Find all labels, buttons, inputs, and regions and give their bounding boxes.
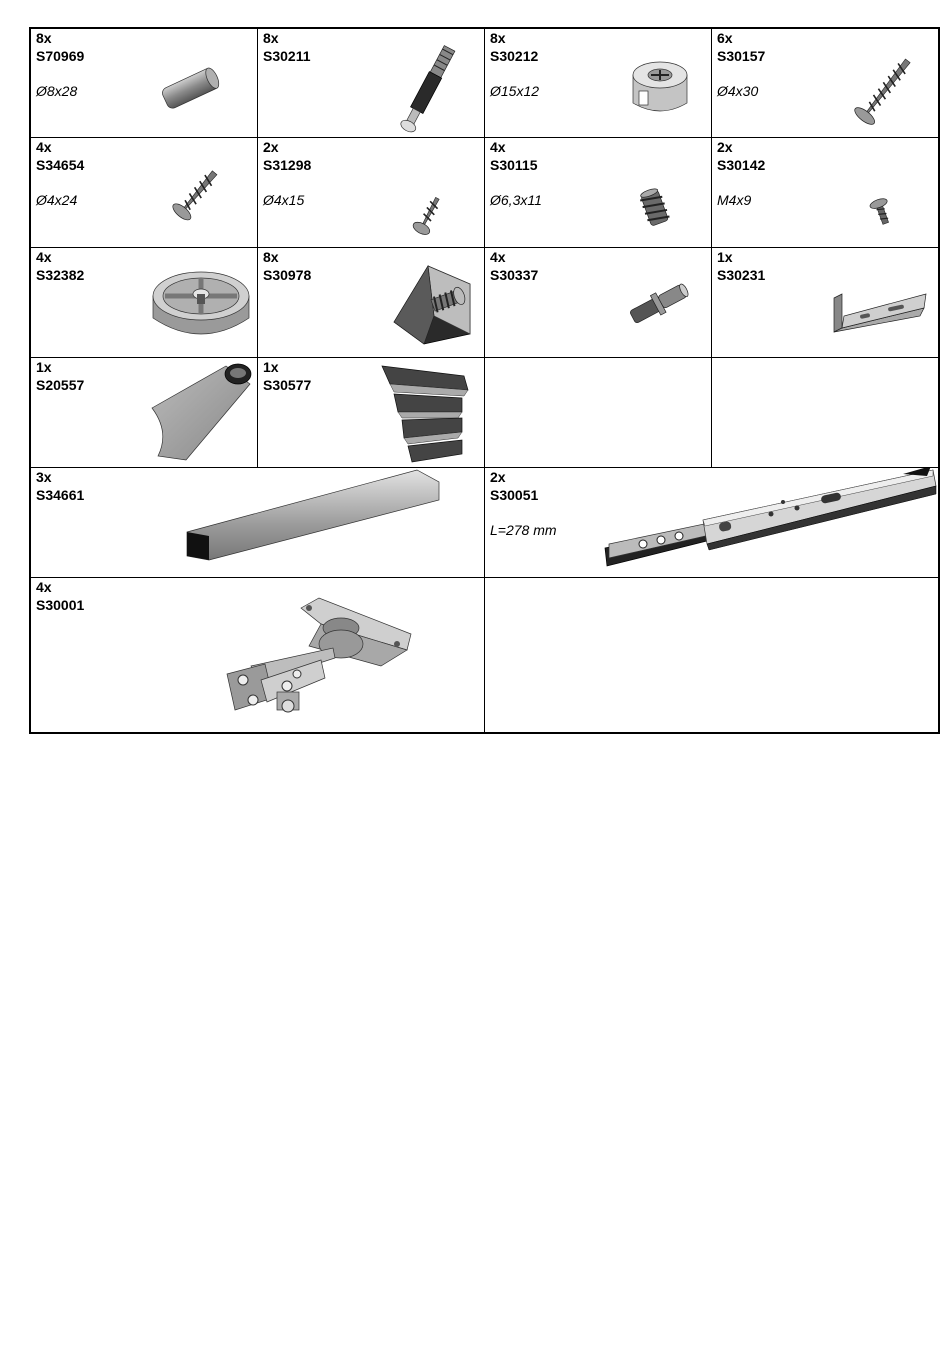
- part-code: S30231: [717, 267, 766, 283]
- part-code: S30157: [717, 48, 766, 64]
- part-cell-S30231: [712, 248, 940, 358]
- part-cell-S30337: [485, 248, 712, 358]
- part-quantity: 8x: [36, 30, 52, 46]
- hinge-icon: [221, 594, 421, 724]
- furniture-foot-icon: [147, 260, 255, 350]
- handle-profile-icon: [181, 468, 443, 564]
- part-quantity: 3x: [36, 469, 52, 485]
- part-cell-S30212: [485, 29, 712, 138]
- part-dimension: Ø4x15: [263, 192, 305, 208]
- part-quantity: 8x: [490, 30, 506, 46]
- part-cell-S34661: [31, 468, 485, 578]
- part-dimension: Ø4x30: [717, 83, 759, 99]
- part-cell-S70969: [31, 29, 258, 138]
- cable-grommet-icon: [146, 360, 256, 464]
- part-dimension: L=278 mm: [490, 522, 557, 538]
- part-code: S32382: [36, 267, 85, 283]
- part-code: S30211: [263, 48, 311, 64]
- part-quantity: 4x: [490, 249, 506, 265]
- wood-screw-long-icon: [850, 47, 920, 133]
- part-quantity: 4x: [36, 579, 52, 595]
- empty-cell: [485, 358, 712, 468]
- part-code: S30115: [490, 157, 538, 173]
- part-quantity: 2x: [263, 139, 279, 155]
- part-code: S30337: [490, 267, 539, 283]
- angle-bracket-icon: [830, 288, 930, 344]
- part-quantity: 1x: [36, 359, 52, 375]
- wood-screw-medium-icon: [166, 162, 226, 228]
- part-code: S30142: [717, 157, 766, 173]
- part-code: S30577: [263, 377, 312, 393]
- part-cell-S31298: [258, 138, 485, 248]
- part-cell-S30001: [31, 578, 485, 732]
- empty-cell: [712, 358, 940, 468]
- part-quantity: 1x: [263, 359, 279, 375]
- part-dimension: Ø4x24: [36, 192, 78, 208]
- part-quantity: 8x: [263, 30, 279, 46]
- part-quantity: 6x: [717, 30, 733, 46]
- machine-screw-icon: [867, 196, 897, 230]
- dowel-icon: [156, 57, 226, 117]
- part-cell-S32382: [31, 248, 258, 358]
- shim-stack-icon: [378, 362, 474, 466]
- shelf-pin-icon: [625, 278, 695, 328]
- part-code: S70969: [36, 48, 85, 64]
- part-cell-S30211: [258, 29, 485, 138]
- part-cell-S30051: [485, 468, 940, 578]
- part-quantity: 8x: [263, 249, 279, 265]
- part-dimension: Ø15x12: [490, 83, 540, 99]
- part-dimension: Ø8x28: [36, 83, 78, 99]
- threaded-insert-icon: [637, 186, 673, 232]
- part-cell-S30157: [712, 29, 940, 138]
- part-cell-S34654: [31, 138, 258, 248]
- part-cell-S30577: [258, 358, 485, 468]
- empty-cell: [485, 578, 940, 732]
- part-code: S34661: [36, 487, 85, 503]
- parts-sheet: [29, 27, 940, 734]
- corner-block-icon: [388, 258, 478, 348]
- part-code: S30978: [263, 267, 312, 283]
- part-code: S30212: [490, 48, 539, 64]
- part-quantity: 1x: [717, 249, 733, 265]
- part-dimension: M4x9: [717, 192, 752, 208]
- part-code: S31298: [263, 157, 312, 173]
- part-quantity: 4x: [36, 139, 52, 155]
- cam-lock-icon: [625, 55, 695, 125]
- part-cell-S30978: [258, 248, 485, 358]
- part-quantity: 2x: [490, 469, 506, 485]
- part-dimension: Ø6,3x11: [490, 192, 542, 208]
- part-cell-S20557: [31, 358, 258, 468]
- connector-bolt-icon: [388, 41, 468, 137]
- part-cell-S30115: [485, 138, 712, 248]
- drawer-slide-icon: [603, 468, 938, 574]
- wood-screw-short-icon: [408, 192, 448, 240]
- part-quantity: 2x: [717, 139, 733, 155]
- part-cell-S30142: [712, 138, 940, 248]
- part-code: S34654: [36, 157, 85, 173]
- part-code: S30051: [490, 487, 539, 503]
- part-quantity: 4x: [490, 139, 506, 155]
- part-code: S30001: [36, 597, 85, 613]
- part-code: S20557: [36, 377, 85, 393]
- part-quantity: 4x: [36, 249, 52, 265]
